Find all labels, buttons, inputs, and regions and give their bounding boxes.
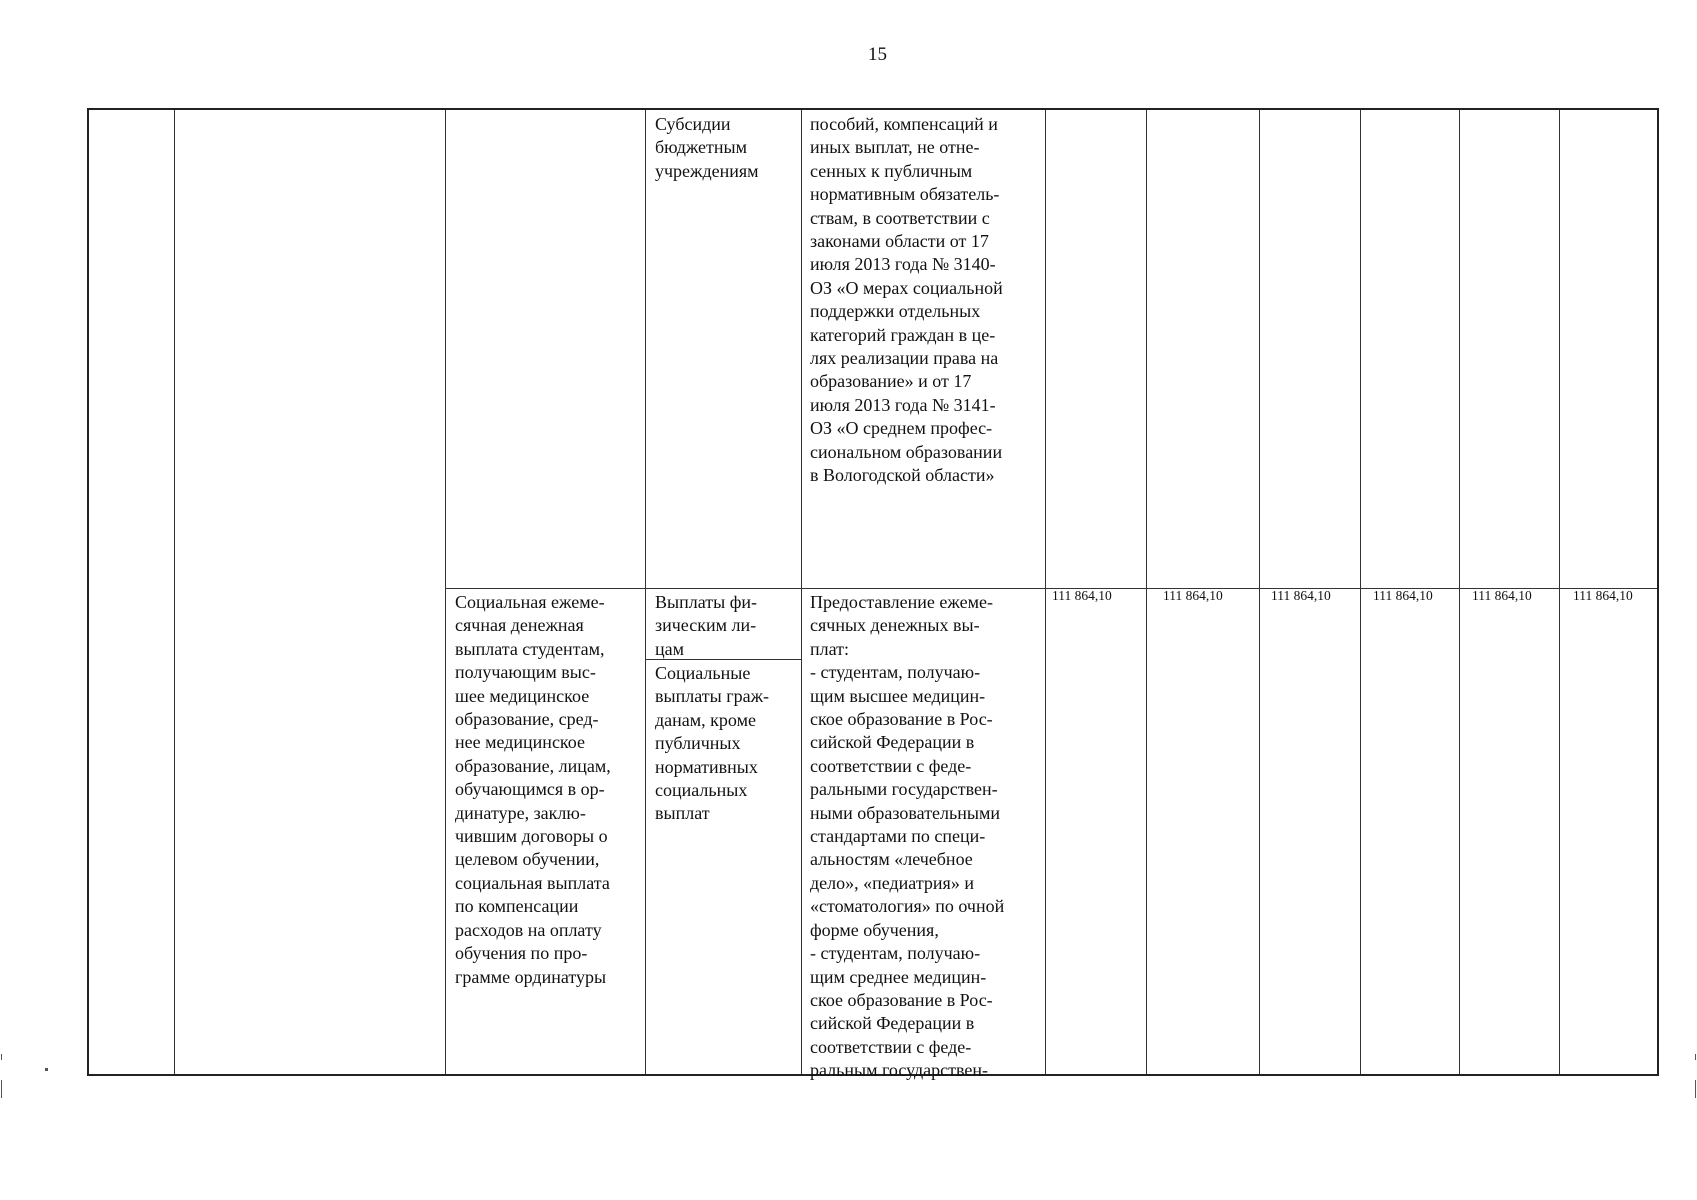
column-divider-8 [1360, 110, 1361, 1074]
amount-cell: 111 864,10 [1271, 588, 1331, 603]
column-divider-1 [174, 110, 175, 1074]
payment-type-cell-1: Выплаты фи- зическим ли- цам [655, 592, 757, 659]
column-divider-5 [1045, 110, 1046, 1074]
amount-cell: 111 864,10 [1373, 588, 1433, 603]
amount-cell: 111 864,10 [1573, 588, 1633, 603]
scan-tick [1695, 1054, 1696, 1060]
description-cell-bottom: Предоставление ежеме- сячных денежных вы- плат: - студентам, получаю- щим высшее медицин- ское образование в Рос- сийской Федерации в соответствии с феде- ральными государствен- ными образовательными стандартами по специ- альностям «лечебное дело», «педиатрия» и «стоматология» по очной форме обучения, - студентам, получаю- щим среднее медицин- ское образование в Рос- сийской Федерации в соответствии с феде- ральным государствен- [810, 592, 1005, 1081]
page-number: 15 [868, 44, 887, 65]
funding-form-cell: Субсидии бюджетным учреждениям [655, 114, 759, 181]
column-divider-2 [445, 110, 446, 1074]
column-divider-10 [1559, 110, 1560, 1074]
column-divider-3 [645, 110, 646, 1074]
scan-tick [1, 1054, 2, 1060]
measure-cell: Социальная ежеме- сячная денежная выплата студентам, получающим выс- шее медицинское образование, сред- нее медицинское образование, лицам, обучающимся в ор- динатуре, заклю- чившим договоры о целевом обучении, социальная выплата по компенсации расходов на оплату обучения по про- грамме ординатуры [455, 592, 611, 987]
column-divider-6 [1146, 110, 1147, 1074]
description-cell-top: пособий, компенсаций и иных выплат, не отне- сенных к публичным нормативным обязатель- ствам, в соответствии с законами области от 17 июля 2013 года № 3140- ОЗ «О мерах социальной поддержки отдельных категорий граждан в це- лях реализации права на образование» и от 17 июля 2013 года № 3141- ОЗ «О среднем профес- сиональном образовании в Вологодской области» [810, 114, 1003, 486]
column-divider-4 [801, 110, 802, 1074]
column-divider-7 [1259, 110, 1260, 1074]
scan-tick [1, 1080, 2, 1098]
budget-table [87, 108, 1659, 1081]
payment-type-cell-2: Социальные выплаты граж- данам, кроме публичных нормативных социальных выплат [655, 663, 769, 824]
amount-cell: 111 864,10 [1052, 588, 1112, 603]
scan-tick [1695, 1080, 1696, 1098]
scan-dot [45, 1068, 48, 1071]
amount-cell: 111 864,10 [1163, 588, 1223, 603]
amount-cell: 111 864,10 [1472, 588, 1532, 603]
column-divider-9 [1459, 110, 1460, 1074]
